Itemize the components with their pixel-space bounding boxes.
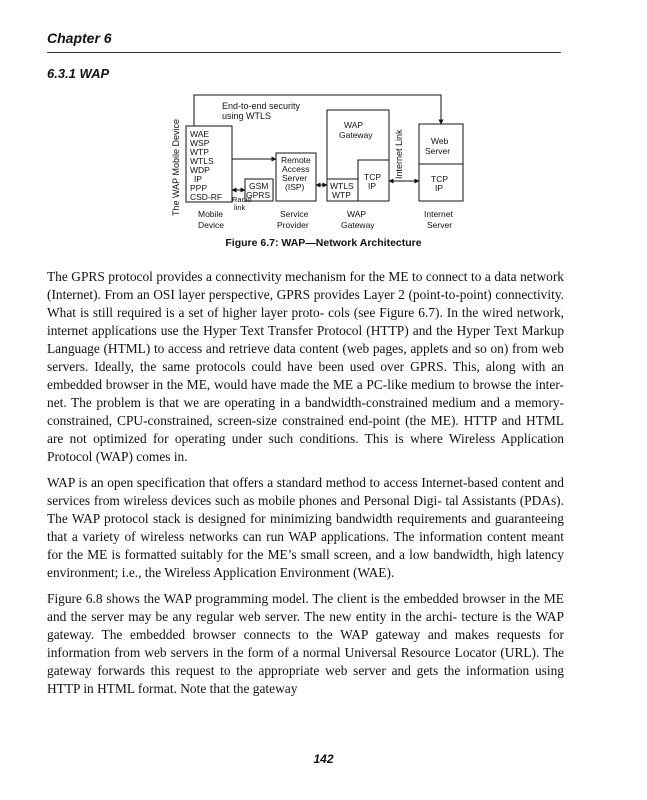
stack-ppp: PPP [190, 183, 208, 193]
chapter-heading: Chapter 6 [47, 30, 112, 46]
bottom-label-internet-2: Server [427, 220, 453, 230]
wap-mobile-device-label: The WAP Mobile Device [171, 118, 181, 216]
body-text [47, 268, 564, 706]
bottom-label-mobile-1: Mobile [198, 209, 224, 219]
gateway-wtp: WTP [332, 190, 351, 200]
stack-ip: IP [194, 174, 203, 184]
stack-wtls: WTLS [190, 156, 214, 166]
gateway-title-line1: WAP [344, 120, 364, 130]
section-heading: 6.3.1 WAP [47, 66, 110, 81]
ras-line3: Server [282, 173, 308, 183]
web-server-line2: Server [425, 146, 451, 156]
gateway-wtls: WTLS [330, 181, 354, 191]
header-rule [47, 52, 561, 53]
radio-link-label-line2: link [234, 203, 246, 212]
web-server-tcp: TCP [431, 174, 448, 184]
stack-wdp: WDP [190, 165, 210, 175]
gsm-label: GSM [249, 181, 269, 191]
page-number: 142 [313, 752, 334, 766]
ras-line4: (ISP) [285, 182, 305, 192]
paragraph: Figure 6.8 shows the WAP programming model. The client is the embedded browser in the ME and the server may be any regular web server. The new entity in the archi- tecture is the WAP gateway. The embedded browser connects to the WAP gateway and makes requests for information from web servers in the form of a normal Universal Resource Locator (URL). The gateway forwards this request to the appropriate web server and gets the information using HTTP in HTML format. Note that the gateway [47, 591, 564, 696]
security-label-line2: using WTLS [222, 111, 272, 121]
stack-csd-rf: CSD-RF [190, 192, 223, 202]
gateway-ip: IP [368, 181, 377, 191]
bottom-label-gateway-2: Gateway [341, 220, 375, 230]
bottom-label-internet-1: Internet [424, 209, 453, 219]
stack-wae: WAE [190, 129, 210, 139]
internet-link-label: Internet Link [394, 129, 404, 179]
stack-wsp: WSP [190, 138, 210, 148]
radio-link-label-line1: Radio [232, 195, 252, 204]
gateway-tcp: TCP [364, 172, 381, 182]
web-server-ip: IP [435, 183, 444, 193]
gprs-label: GPRS [246, 190, 271, 200]
paragraph: WAP is an open specification that offers a standard method to access Internet-based content and services from wireless devices such as mobile phones and Personal Digi- tal Assistants (PDAs). The WAP protocol stack is designed for minimizing bandwidth requirements and guaranteeing that a variety of wireless networks can run WAP applications. The information content meant for the ME is formatted suitably for the ME’s small screen, and a low bandwidth, high latency environment; i.e., the Wireless Application Environment (WAE). [47, 475, 564, 580]
figure-caption: Figure 6.7: WAP—Network Architecture [225, 237, 422, 249]
gateway-title-line2: Gateway [339, 130, 373, 140]
stack-wtp: WTP [190, 147, 209, 157]
ras-line1: Remote [281, 155, 311, 165]
ras-line2: Access [282, 164, 310, 174]
bottom-label-provider-2: Provider [277, 220, 309, 230]
bottom-label-provider-1: Service [280, 209, 309, 219]
web-server-line1: Web [431, 136, 449, 146]
wap-network-diagram [0, 88, 647, 248]
paragraph: The GPRS protocol provides a connectivity mechanism for the ME to connect to a data network (Internet). From an OSI layer perspective, GPRS provides Layer 2 (point-to-point) connectivity. What is still required is a set of higher layer proto- cols (see Figure 6.7). In the wired network, internet applications use the Hyper Text Transfer Protocol (HTTP) and the Hyper Text Markup Language (HTML) to access and retrieve data content (web pages, applets and so on) from web servers. Ideally, the same protocols could have been used over GPRS. This, along with an embedded browser in the ME, would have made the ME a PC-like medium to browse the inter- net. The problem is that we are operating in a bandwidth-constrained medium and a memory-constrained, CPU-constrained, screen-size constrained end-point (the ME). HTTP and HTML are not optimized for operating under such conditions. This is where Wireless Application Protocol (WAP) comes in. [47, 269, 565, 464]
bottom-label-gateway-1: WAP [347, 209, 367, 219]
bottom-label-mobile-2: Device [198, 220, 224, 230]
security-label-line1: End-to-end security [222, 101, 301, 111]
